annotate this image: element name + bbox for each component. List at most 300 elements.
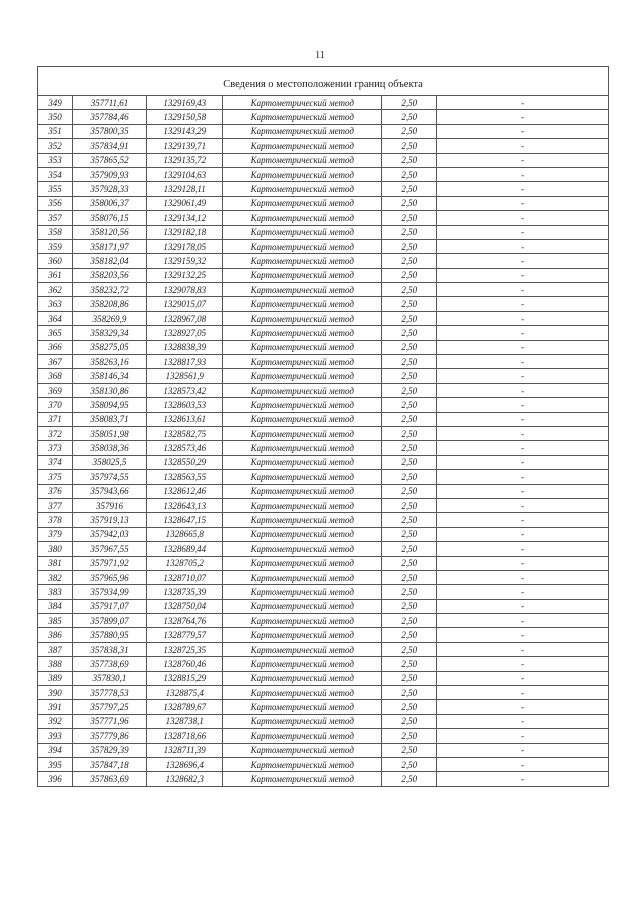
x-coordinate-cell: 358146,34	[72, 369, 146, 383]
method-cell: Картометрический метод	[223, 383, 382, 397]
table-row	[38, 412, 609, 426]
y-coordinate-cell: 1328710,07	[147, 570, 223, 584]
method-cell: Картометрический метод	[223, 484, 382, 498]
table-row	[38, 513, 609, 527]
x-coordinate-cell: 358120,56	[72, 225, 146, 239]
y-coordinate-cell: 1328689,44	[147, 542, 223, 556]
y-coordinate-cell: 1329061,49	[147, 196, 223, 210]
point-number-cell: 358	[38, 225, 73, 239]
method-cell: Картометрический метод	[223, 628, 382, 642]
description-cell: -	[437, 254, 609, 268]
y-coordinate-cell: 1329159,32	[147, 254, 223, 268]
accuracy-cell: 2,50	[382, 614, 437, 628]
method-cell: Картометрический метод	[223, 455, 382, 469]
x-coordinate-cell: 357965,96	[72, 570, 146, 584]
description-cell: -	[437, 642, 609, 656]
method-cell: Картометрический метод	[223, 182, 382, 196]
table-row	[38, 239, 609, 253]
y-coordinate-cell: 1329078,83	[147, 283, 223, 297]
y-coordinate-cell: 1329132,25	[147, 268, 223, 282]
x-coordinate-cell: 357863,69	[72, 772, 146, 786]
y-coordinate-cell: 1328750,04	[147, 599, 223, 613]
x-coordinate-cell: 357830,1	[72, 671, 146, 685]
description-cell: -	[437, 211, 609, 225]
table-row	[38, 225, 609, 239]
table-row	[38, 657, 609, 671]
accuracy-cell: 2,50	[382, 412, 437, 426]
x-coordinate-cell: 357916	[72, 498, 146, 512]
accuracy-cell: 2,50	[382, 96, 437, 110]
method-cell: Картометрический метод	[223, 614, 382, 628]
accuracy-cell: 2,50	[382, 110, 437, 124]
y-coordinate-cell: 1328789,67	[147, 700, 223, 714]
y-coordinate-cell: 1328563,55	[147, 470, 223, 484]
x-coordinate-cell: 357778,53	[72, 686, 146, 700]
point-number-cell: 389	[38, 671, 73, 685]
description-cell: -	[437, 340, 609, 354]
table-row	[38, 700, 609, 714]
table-row	[38, 383, 609, 397]
point-number-cell: 391	[38, 700, 73, 714]
point-number-cell: 381	[38, 556, 73, 570]
point-number-cell: 387	[38, 642, 73, 656]
x-coordinate-cell: 357942,03	[72, 527, 146, 541]
point-number-cell: 372	[38, 426, 73, 440]
point-number-cell: 382	[38, 570, 73, 584]
accuracy-cell: 2,50	[382, 484, 437, 498]
description-cell: -	[437, 239, 609, 253]
point-number-cell: 375	[38, 470, 73, 484]
y-coordinate-cell: 1329169,43	[147, 96, 223, 110]
x-coordinate-cell: 358329,34	[72, 326, 146, 340]
method-cell: Картометрический метод	[223, 513, 382, 527]
table-row	[38, 729, 609, 743]
table-row	[38, 268, 609, 282]
table-body	[38, 96, 609, 787]
method-cell: Картометрический метод	[223, 556, 382, 570]
method-cell: Картометрический метод	[223, 268, 382, 282]
x-coordinate-cell: 357909,93	[72, 167, 146, 181]
accuracy-cell: 2,50	[382, 326, 437, 340]
method-cell: Картометрический метод	[223, 570, 382, 584]
x-coordinate-cell: 357784,46	[72, 110, 146, 124]
y-coordinate-cell: 1329104,63	[147, 167, 223, 181]
accuracy-cell: 2,50	[382, 671, 437, 685]
y-coordinate-cell: 1328603,53	[147, 398, 223, 412]
table-header	[38, 75, 609, 96]
table-row	[38, 642, 609, 656]
method-cell: Картометрический метод	[223, 498, 382, 512]
x-coordinate-cell: 358076,15	[72, 211, 146, 225]
method-cell: Картометрический метод	[223, 96, 382, 110]
x-coordinate-cell: 357967,55	[72, 542, 146, 556]
y-coordinate-cell: 1329128,11	[147, 182, 223, 196]
point-number-cell: 385	[38, 614, 73, 628]
point-number-cell: 359	[38, 239, 73, 253]
y-coordinate-cell: 1328718,66	[147, 729, 223, 743]
x-coordinate-cell: 358006,37	[72, 196, 146, 210]
y-coordinate-cell: 1328735,39	[147, 585, 223, 599]
method-cell: Картометрический метод	[223, 254, 382, 268]
x-coordinate-cell: 358275,05	[72, 340, 146, 354]
x-coordinate-cell: 357800,35	[72, 124, 146, 138]
accuracy-cell: 2,50	[382, 743, 437, 757]
table-row	[38, 686, 609, 700]
point-number-cell: 378	[38, 513, 73, 527]
table-row	[38, 484, 609, 498]
method-cell: Картометрический метод	[223, 124, 382, 138]
method-cell: Картометрический метод	[223, 369, 382, 383]
table-row	[38, 182, 609, 196]
y-coordinate-cell: 1328927,05	[147, 326, 223, 340]
table-row	[38, 542, 609, 556]
x-coordinate-cell: 358208,86	[72, 297, 146, 311]
y-coordinate-cell: 1329182,18	[147, 225, 223, 239]
method-cell: Картометрический метод	[223, 585, 382, 599]
y-coordinate-cell: 1329178,05	[147, 239, 223, 253]
description-cell: -	[437, 326, 609, 340]
accuracy-cell: 2,50	[382, 153, 437, 167]
accuracy-cell: 2,50	[382, 470, 437, 484]
table-row	[38, 254, 609, 268]
table-row	[38, 326, 609, 340]
table-title: Сведения о местоположении границ объекта	[38, 75, 609, 96]
accuracy-cell: 2,50	[382, 369, 437, 383]
accuracy-cell: 2,50	[382, 686, 437, 700]
accuracy-cell: 2,50	[382, 239, 437, 253]
point-number-cell: 365	[38, 326, 73, 340]
y-coordinate-cell: 1328682,3	[147, 772, 223, 786]
accuracy-cell: 2,50	[382, 383, 437, 397]
point-number-cell: 394	[38, 743, 73, 757]
table-row	[38, 455, 609, 469]
accuracy-cell: 2,50	[382, 657, 437, 671]
method-cell: Картометрический метод	[223, 657, 382, 671]
table-row	[38, 96, 609, 110]
accuracy-cell: 2,50	[382, 426, 437, 440]
method-cell: Картометрический метод	[223, 412, 382, 426]
table-row	[38, 743, 609, 757]
method-cell: Картометрический метод	[223, 470, 382, 484]
point-number-cell: 354	[38, 167, 73, 181]
y-coordinate-cell: 1328573,42	[147, 383, 223, 397]
method-cell: Картометрический метод	[223, 757, 382, 771]
table-row	[38, 398, 609, 412]
x-coordinate-cell: 357738,69	[72, 657, 146, 671]
point-number-cell: 363	[38, 297, 73, 311]
description-cell: -	[437, 556, 609, 570]
x-coordinate-cell: 358269,9	[72, 311, 146, 325]
x-coordinate-cell: 357880,95	[72, 628, 146, 642]
description-cell: -	[437, 570, 609, 584]
method-cell: Картометрический метод	[223, 729, 382, 743]
y-coordinate-cell: 1329139,71	[147, 139, 223, 153]
x-coordinate-cell: 357971,92	[72, 556, 146, 570]
table-row	[38, 196, 609, 210]
accuracy-cell: 2,50	[382, 757, 437, 771]
accuracy-cell: 2,50	[382, 729, 437, 743]
x-coordinate-cell: 357865,52	[72, 153, 146, 167]
description-cell: -	[437, 96, 609, 110]
accuracy-cell: 2,50	[382, 513, 437, 527]
point-number-cell: 388	[38, 657, 73, 671]
table-row	[38, 599, 609, 613]
description-cell: -	[437, 426, 609, 440]
description-cell: -	[437, 498, 609, 512]
point-number-cell: 367	[38, 355, 73, 369]
x-coordinate-cell: 357834,91	[72, 139, 146, 153]
y-coordinate-cell: 1328779,57	[147, 628, 223, 642]
table-row	[38, 614, 609, 628]
point-number-cell: 383	[38, 585, 73, 599]
description-cell: -	[437, 757, 609, 771]
y-coordinate-cell: 1329135,72	[147, 153, 223, 167]
accuracy-cell: 2,50	[382, 167, 437, 181]
table-row	[38, 498, 609, 512]
accuracy-cell: 2,50	[382, 182, 437, 196]
method-cell: Картометрический метод	[223, 283, 382, 297]
y-coordinate-cell: 1328550,29	[147, 455, 223, 469]
accuracy-cell: 2,50	[382, 441, 437, 455]
method-cell: Картометрический метод	[223, 239, 382, 253]
table-row	[38, 369, 609, 383]
y-coordinate-cell: 1328738,1	[147, 714, 223, 728]
point-number-cell: 356	[38, 196, 73, 210]
point-number-cell: 370	[38, 398, 73, 412]
description-cell: -	[437, 196, 609, 210]
description-cell: -	[437, 599, 609, 613]
accuracy-cell: 2,50	[382, 340, 437, 354]
table-row	[38, 139, 609, 153]
point-number-cell: 366	[38, 340, 73, 354]
x-coordinate-cell: 358025,5	[72, 455, 146, 469]
x-coordinate-cell: 357847,18	[72, 757, 146, 771]
method-cell: Картометрический метод	[223, 340, 382, 354]
x-coordinate-cell: 358083,71	[72, 412, 146, 426]
point-number-cell: 362	[38, 283, 73, 297]
method-cell: Картометрический метод	[223, 153, 382, 167]
y-coordinate-cell: 1329015,07	[147, 297, 223, 311]
method-cell: Картометрический метод	[223, 326, 382, 340]
method-cell: Картометрический метод	[223, 110, 382, 124]
y-coordinate-cell: 1328760,46	[147, 657, 223, 671]
point-number-cell: 364	[38, 311, 73, 325]
accuracy-cell: 2,50	[382, 542, 437, 556]
table-row	[38, 527, 609, 541]
method-cell: Картометрический метод	[223, 167, 382, 181]
point-number-cell: 384	[38, 599, 73, 613]
point-number-cell: 360	[38, 254, 73, 268]
accuracy-cell: 2,50	[382, 398, 437, 412]
x-coordinate-cell: 357934,99	[72, 585, 146, 599]
x-coordinate-cell: 358203,56	[72, 268, 146, 282]
point-number-cell: 350	[38, 110, 73, 124]
accuracy-cell: 2,50	[382, 556, 437, 570]
x-coordinate-cell: 358038,36	[72, 441, 146, 455]
table-row	[38, 556, 609, 570]
method-cell: Картометрический метод	[223, 527, 382, 541]
point-number-cell: 386	[38, 628, 73, 642]
accuracy-cell: 2,50	[382, 211, 437, 225]
point-number-cell: 396	[38, 772, 73, 786]
description-cell: -	[437, 772, 609, 786]
method-cell: Картометрический метод	[223, 196, 382, 210]
x-coordinate-cell: 358182,04	[72, 254, 146, 268]
method-cell: Картометрический метод	[223, 599, 382, 613]
point-number-cell: 380	[38, 542, 73, 556]
accuracy-cell: 2,50	[382, 297, 437, 311]
point-number-cell: 353	[38, 153, 73, 167]
accuracy-cell: 2,50	[382, 585, 437, 599]
x-coordinate-cell: 357797,25	[72, 700, 146, 714]
point-number-cell: 371	[38, 412, 73, 426]
x-coordinate-cell: 358094,95	[72, 398, 146, 412]
x-coordinate-cell: 357943,66	[72, 484, 146, 498]
x-coordinate-cell: 357899,07	[72, 614, 146, 628]
table-row	[38, 470, 609, 484]
y-coordinate-cell: 1328725,35	[147, 642, 223, 656]
table-row	[38, 340, 609, 354]
x-coordinate-cell: 358232,72	[72, 283, 146, 297]
table-row	[38, 153, 609, 167]
accuracy-cell: 2,50	[382, 196, 437, 210]
point-number-cell: 376	[38, 484, 73, 498]
table-row	[38, 772, 609, 786]
table-row	[38, 570, 609, 584]
y-coordinate-cell: 1328967,08	[147, 311, 223, 325]
description-cell: -	[437, 513, 609, 527]
x-coordinate-cell: 357779,86	[72, 729, 146, 743]
y-coordinate-cell: 1328647,15	[147, 513, 223, 527]
description-cell: -	[437, 700, 609, 714]
point-number-cell: 374	[38, 455, 73, 469]
point-number-cell: 373	[38, 441, 73, 455]
y-coordinate-cell: 1329143,29	[147, 124, 223, 138]
method-cell: Картометрический метод	[223, 700, 382, 714]
description-cell: -	[437, 167, 609, 181]
y-coordinate-cell: 1328612,46	[147, 484, 223, 498]
table-row	[38, 311, 609, 325]
x-coordinate-cell: 358051,98	[72, 426, 146, 440]
accuracy-cell: 2,50	[382, 714, 437, 728]
method-cell: Картометрический метод	[223, 441, 382, 455]
x-coordinate-cell: 358263,16	[72, 355, 146, 369]
description-cell: -	[437, 225, 609, 239]
method-cell: Картометрический метод	[223, 426, 382, 440]
page-number: 11	[315, 50, 325, 61]
x-coordinate-cell: 357974,55	[72, 470, 146, 484]
table-row	[38, 757, 609, 771]
description-cell: -	[437, 283, 609, 297]
table-row	[38, 441, 609, 455]
point-number-cell: 392	[38, 714, 73, 728]
accuracy-cell: 2,50	[382, 527, 437, 541]
point-number-cell: 368	[38, 369, 73, 383]
y-coordinate-cell: 1328875,4	[147, 686, 223, 700]
table-row	[38, 110, 609, 124]
accuracy-cell: 2,50	[382, 283, 437, 297]
method-cell: Картометрический метод	[223, 714, 382, 728]
point-number-cell: 377	[38, 498, 73, 512]
accuracy-cell: 2,50	[382, 268, 437, 282]
accuracy-cell: 2,50	[382, 225, 437, 239]
y-coordinate-cell: 1328817,93	[147, 355, 223, 369]
description-cell: -	[437, 470, 609, 484]
y-coordinate-cell: 1328696,4	[147, 757, 223, 771]
description-cell: -	[437, 542, 609, 556]
table-header-spacer	[38, 67, 609, 76]
accuracy-cell: 2,50	[382, 498, 437, 512]
point-number-cell: 395	[38, 757, 73, 771]
x-coordinate-cell: 357919,13	[72, 513, 146, 527]
accuracy-cell: 2,50	[382, 254, 437, 268]
description-cell: -	[437, 441, 609, 455]
method-cell: Картометрический метод	[223, 355, 382, 369]
table-row	[38, 671, 609, 685]
description-cell: -	[437, 139, 609, 153]
accuracy-cell: 2,50	[382, 124, 437, 138]
accuracy-cell: 2,50	[382, 700, 437, 714]
description-cell: -	[437, 124, 609, 138]
accuracy-cell: 2,50	[382, 772, 437, 786]
description-cell: -	[437, 412, 609, 426]
method-cell: Картометрический метод	[223, 297, 382, 311]
table-row	[38, 167, 609, 181]
table-row	[38, 211, 609, 225]
y-coordinate-cell: 1328643,13	[147, 498, 223, 512]
accuracy-cell: 2,50	[382, 139, 437, 153]
description-cell: -	[437, 455, 609, 469]
y-coordinate-cell: 1328561,9	[147, 369, 223, 383]
y-coordinate-cell: 1329134,12	[147, 211, 223, 225]
table-row	[38, 585, 609, 599]
y-coordinate-cell: 1328582,75	[147, 426, 223, 440]
table-row	[38, 297, 609, 311]
boundary-table	[37, 66, 609, 787]
method-cell: Картометрический метод	[223, 671, 382, 685]
point-number-cell: 361	[38, 268, 73, 282]
point-number-cell: 379	[38, 527, 73, 541]
table-row	[38, 283, 609, 297]
accuracy-cell: 2,50	[382, 355, 437, 369]
y-coordinate-cell: 1328665,8	[147, 527, 223, 541]
point-number-cell: 349	[38, 96, 73, 110]
description-cell: -	[437, 369, 609, 383]
description-cell: -	[437, 383, 609, 397]
method-cell: Картометрический метод	[223, 211, 382, 225]
accuracy-cell: 2,50	[382, 311, 437, 325]
point-number-cell: 355	[38, 182, 73, 196]
accuracy-cell: 2,50	[382, 599, 437, 613]
description-cell: -	[437, 182, 609, 196]
y-coordinate-cell: 1328815,29	[147, 671, 223, 685]
y-coordinate-cell: 1328613,61	[147, 412, 223, 426]
x-coordinate-cell: 357829,39	[72, 743, 146, 757]
point-number-cell: 390	[38, 686, 73, 700]
point-number-cell: 357	[38, 211, 73, 225]
method-cell: Картометрический метод	[223, 772, 382, 786]
method-cell: Картометрический метод	[223, 311, 382, 325]
method-cell: Картометрический метод	[223, 686, 382, 700]
description-cell: -	[437, 398, 609, 412]
table-row	[38, 714, 609, 728]
description-cell: -	[437, 729, 609, 743]
point-number-cell: 369	[38, 383, 73, 397]
x-coordinate-cell: 357917,07	[72, 599, 146, 613]
description-cell: -	[437, 614, 609, 628]
method-cell: Картометрический метод	[223, 642, 382, 656]
description-cell: -	[437, 743, 609, 757]
